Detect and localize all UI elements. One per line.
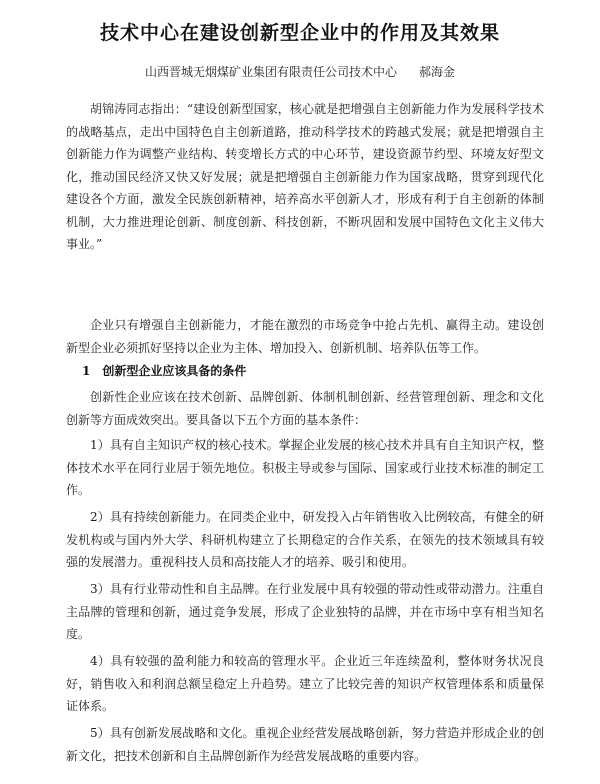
intro-paragraph: 企业只有增强自主创新能力，才能在激烈的市场竞争中抢占先机、赢得主动。建设创新型企业必须抓好坚持以企业为主体、增加投入、创新机制、培养队伍等工作。 (66, 318, 544, 355)
section-heading: 1 创新型企业应该具备的条件 (82, 364, 247, 378)
list-item: 2）具有持续创新能力。在同类企业中，研发投入占年销售收入比例较高，有健全的研发机构或与国内外大学、科研机构建立了长期稳定的合作关系，在领先的技术领域具有较强的发展潜力。重视科技人员和高技能人才的培养、吸引和使用。 (66, 510, 544, 569)
paper-title: 技术中心在建设创新型企业中的作用及其效果 (99, 22, 500, 44)
byline (0, 63, 600, 80)
lead-paragraph: 创新性企业应该在技术创新、品牌创新、体制机制创新、经营管理创新、理念和文化创新等方面成效突出。要具备以下五个方面的基本条件： (66, 390, 544, 427)
list-item: 5）具有创新发展战略和文化。重视企业经营发展战略创新，努力营造并形成企业的创新文化，把技术创新和自主品牌创新作为经营发展战略的重要内容。 (66, 726, 544, 763)
list-item: 3）具有行业带动性和自主品牌。在行业发展中具有较强的带动性或带动潜力。注重自主品牌的管理和创新，通过竞争发展，形成了企业独特的品牌，并在市场中享有相当知名度。 (66, 582, 544, 641)
list-item: 1）具有自主知识产权的核心技术。掌握企业发展的核心技术并具有自主知识产权，整体技术水平在同行业居于领先地位。积极主导或参与国际、国家或行业技术标准的制定工作。 (66, 438, 544, 497)
quote-paragraph: 胡锦涛同志指出：“建设创新型国家，核心就是把增强自主创新能力作为发展科学技术的战略基点，走出中国特色自主创新道路，推动科学技术的跨越式发展；就是把增强自主创新能力作为调整产业结构、转变增长方式的中心环节，建设资源节约型、环境友好型文化，推动国民经济又快又好发展；就是把增强自主创新能力作为国家战略，贯穿到现代化建设各个方面，激发全民族创新精神，培养高水平创新人才，形成有利于自主创新的体制机制，大力推进理论创新、制度创新、科技创新，不断巩固和发展中国特色文化主义伟大事业。” (66, 102, 544, 251)
author: 郝海金 (419, 65, 456, 79)
affiliation: 山西晋城无烟煤矿业集团有限责任公司技术中心 (144, 65, 397, 79)
list-item: 4）具有较强的盈利能力和较高的管理水平。企业近三年连续盈利，整体财务状况良好，销售收入和利润总额呈稳定上升趋势。建立了比较完善的知识产权管理体系和质量保证体系。 (66, 654, 544, 713)
